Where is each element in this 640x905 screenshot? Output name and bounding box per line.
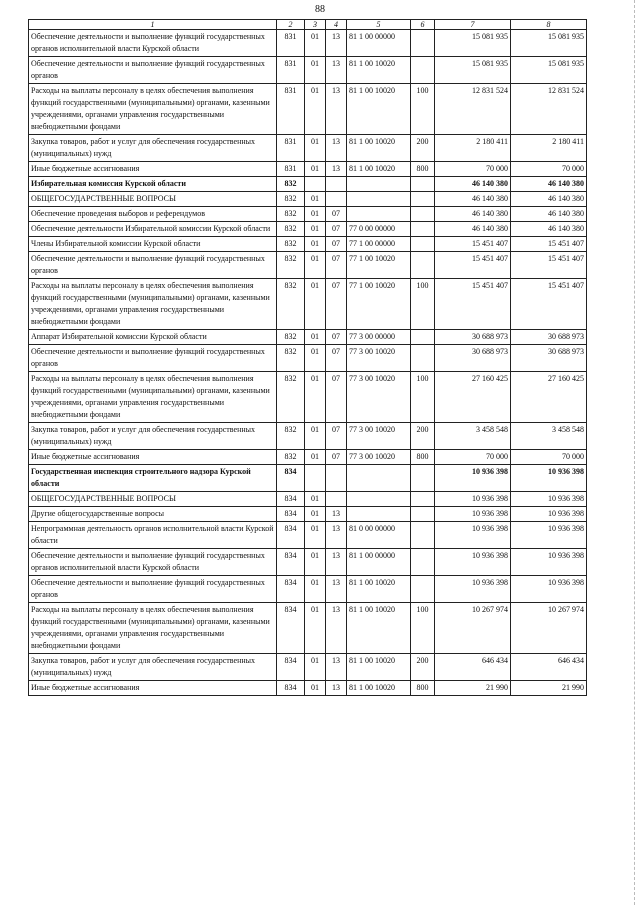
row-expense-type [411,57,435,84]
row-target-code: 81 1 00 10020 [347,603,411,654]
row-subsection-code: 07 [326,222,347,237]
row-amount-col7: 10 936 398 [435,576,511,603]
row-target-code: 81 1 00 00000 [347,549,411,576]
row-name: Государственная инспекция строительного надзора Курской области [29,465,277,492]
row-name: Члены Избирательной комиссии Курской области [29,237,277,252]
table-row [29,522,587,549]
page-number: 88 [315,4,325,15]
row-admin-code: 832 [277,177,305,192]
table-row [29,576,587,603]
row-name: Аппарат Избирательной комиссии Курской области [29,330,277,345]
row-admin-code: 834 [277,681,305,696]
row-admin-code: 834 [277,507,305,522]
row-expense-type: 200 [411,423,435,450]
row-subsection-code: 13 [326,654,347,681]
row-name: Обеспечение деятельности и выполнение функций государственных органов [29,345,277,372]
table-row [29,450,587,465]
row-name: Иные бюджетные ассигнования [29,162,277,177]
row-expense-type [411,252,435,279]
table-row [29,654,587,681]
row-expense-type [411,576,435,603]
row-admin-code: 834 [277,492,305,507]
row-section-code: 01 [305,576,326,603]
row-name: Иные бюджетные ассигнования [29,681,277,696]
table-row [29,84,587,135]
page-edge-line [634,0,636,905]
row-amount-col7: 15 451 407 [435,279,511,330]
row-amount-col7: 46 140 380 [435,192,511,207]
column-header: 4 [326,20,347,30]
row-expense-type: 100 [411,279,435,330]
row-section-code: 01 [305,279,326,330]
row-admin-code: 831 [277,30,305,57]
row-subsection-code: 07 [326,252,347,279]
row-amount-col7: 10 936 398 [435,492,511,507]
row-admin-code: 832 [277,423,305,450]
row-admin-code: 832 [277,207,305,222]
row-target-code: 81 0 00 00000 [347,522,411,549]
row-target-code: 77 1 00 10020 [347,279,411,330]
row-expense-type: 200 [411,135,435,162]
column-header: 3 [305,20,326,30]
row-target-code: 81 1 00 10020 [347,681,411,696]
row-amount-col7: 646 434 [435,654,511,681]
table-row [29,222,587,237]
table-row [29,162,587,177]
row-section-code: 01 [305,372,326,423]
row-name: Другие общегосударственные вопросы [29,507,277,522]
row-amount-col8: 27 160 425 [511,372,587,423]
row-amount-col8: 46 140 380 [511,177,587,192]
row-expense-type [411,222,435,237]
row-target-code: 77 1 00 00000 [347,237,411,252]
row-subsection-code: 13 [326,681,347,696]
row-target-code: 77 0 00 00000 [347,222,411,237]
row-expense-type [411,30,435,57]
row-section-code [305,177,326,192]
table-row [29,57,587,84]
row-amount-col7: 10 267 974 [435,603,511,654]
table-row [29,492,587,507]
row-expense-type [411,492,435,507]
row-section-code: 01 [305,450,326,465]
row-target-code: 81 1 00 10020 [347,57,411,84]
row-subsection-code [326,465,347,492]
row-subsection-code: 13 [326,603,347,654]
row-section-code: 01 [305,603,326,654]
row-amount-col7: 27 160 425 [435,372,511,423]
row-target-code: 81 1 00 10020 [347,162,411,177]
row-expense-type: 200 [411,654,435,681]
row-name: Закупка товаров, работ и услуг для обеспечения государственных (муниципальных) нужд [29,423,277,450]
row-section-code: 01 [305,330,326,345]
row-subsection-code: 07 [326,330,347,345]
row-name: Избирательная комиссия Курской области [29,177,277,192]
row-amount-col8: 2 180 411 [511,135,587,162]
row-expense-type [411,192,435,207]
row-amount-col8: 21 990 [511,681,587,696]
row-admin-code: 832 [277,279,305,330]
row-amount-col8: 10 936 398 [511,576,587,603]
row-section-code: 01 [305,654,326,681]
row-amount-col7: 10 936 398 [435,507,511,522]
column-header: 7 [435,20,511,30]
row-subsection-code: 13 [326,522,347,549]
row-target-code: 81 1 00 10020 [347,84,411,135]
row-admin-code: 834 [277,576,305,603]
row-admin-code: 832 [277,252,305,279]
row-target-code [347,207,411,222]
row-amount-col7: 15 451 407 [435,252,511,279]
row-target-code: 77 3 00 10020 [347,372,411,423]
row-section-code: 01 [305,345,326,372]
table-row [29,135,587,162]
row-amount-col7: 10 936 398 [435,522,511,549]
column-header: 5 [347,20,411,30]
column-header: 2 [277,20,305,30]
table-row [29,423,587,450]
row-amount-col8: 46 140 380 [511,222,587,237]
row-section-code [305,465,326,492]
row-subsection-code: 07 [326,237,347,252]
row-amount-col7: 21 990 [435,681,511,696]
table-row [29,603,587,654]
column-header: 6 [411,20,435,30]
row-expense-type [411,549,435,576]
table-row [29,192,587,207]
row-section-code: 01 [305,522,326,549]
row-target-code [347,507,411,522]
table-row [29,279,587,330]
row-admin-code: 832 [277,330,305,345]
row-target-code: 77 3 00 10020 [347,423,411,450]
row-section-code: 01 [305,207,326,222]
table-row [29,681,587,696]
table-body [29,30,587,696]
row-expense-type [411,522,435,549]
table-row [29,465,587,492]
row-amount-col7: 10 936 398 [435,549,511,576]
row-admin-code: 834 [277,522,305,549]
row-amount-col8: 10 936 398 [511,492,587,507]
row-name: Обеспечение проведения выборов и референдумов [29,207,277,222]
row-section-code: 01 [305,84,326,135]
row-name: Расходы на выплаты персоналу в целях обеспечения выполнения функций государственными (муниципальными) органами, казенными учреждениями, органами управления государственными внебюджетными фондами [29,84,277,135]
row-subsection-code [326,177,347,192]
row-subsection-code: 07 [326,450,347,465]
row-subsection-code: 07 [326,423,347,450]
row-amount-col8: 10 936 398 [511,465,587,492]
table-row [29,252,587,279]
row-amount-col8: 15 451 407 [511,252,587,279]
row-target-code: 77 3 00 10020 [347,345,411,372]
row-section-code: 01 [305,192,326,207]
row-admin-code: 834 [277,465,305,492]
row-section-code: 01 [305,30,326,57]
row-section-code: 01 [305,681,326,696]
row-admin-code: 832 [277,192,305,207]
row-subsection-code: 13 [326,576,347,603]
row-admin-code: 831 [277,57,305,84]
row-amount-col8: 12 831 524 [511,84,587,135]
row-expense-type [411,465,435,492]
row-section-code: 01 [305,162,326,177]
row-amount-col7: 12 831 524 [435,84,511,135]
row-name: Расходы на выплаты персоналу в целях обеспечения выполнения функций государственными (муниципальными) органами, казенными учреждениями, органами управления государственными внебюджетными фондами [29,603,277,654]
row-amount-col8: 10 936 398 [511,507,587,522]
row-section-code: 01 [305,222,326,237]
row-expense-type [411,177,435,192]
row-name: ОБЩЕГОСУДАРСТВЕННЫЕ ВОПРОСЫ [29,192,277,207]
budget-table [28,19,587,696]
row-name: Расходы на выплаты персоналу в целях обеспечения выполнения функций государственными (муниципальными) органами, казенными учреждениями, органами управления государственными внебюджетными фондами [29,279,277,330]
row-admin-code: 831 [277,84,305,135]
row-subsection-code: 07 [326,207,347,222]
row-target-code: 81 1 00 10020 [347,135,411,162]
row-expense-type: 800 [411,450,435,465]
row-target-code [347,192,411,207]
row-amount-col8: 10 267 974 [511,603,587,654]
row-admin-code: 831 [277,135,305,162]
row-amount-col8: 70 000 [511,450,587,465]
row-amount-col7: 15 451 407 [435,237,511,252]
row-section-code: 01 [305,549,326,576]
row-admin-code: 832 [277,450,305,465]
row-subsection-code [326,492,347,507]
row-amount-col8: 10 936 398 [511,549,587,576]
row-admin-code: 832 [277,222,305,237]
row-amount-col8: 3 458 548 [511,423,587,450]
row-amount-col7: 30 688 973 [435,345,511,372]
row-amount-col8: 15 081 935 [511,30,587,57]
row-subsection-code: 13 [326,162,347,177]
row-amount-col8: 46 140 380 [511,207,587,222]
row-amount-col8: 15 081 935 [511,57,587,84]
row-admin-code: 834 [277,549,305,576]
row-expense-type: 100 [411,84,435,135]
row-amount-col7: 70 000 [435,162,511,177]
table-row [29,549,587,576]
row-subsection-code: 13 [326,30,347,57]
row-expense-type: 800 [411,162,435,177]
row-amount-col7: 46 140 380 [435,207,511,222]
row-amount-col8: 30 688 973 [511,345,587,372]
row-name: Непрограммная деятельность органов исполнительной власти Курской области [29,522,277,549]
row-amount-col7: 46 140 380 [435,177,511,192]
table-row [29,237,587,252]
row-target-code [347,465,411,492]
row-expense-type [411,237,435,252]
row-amount-col8: 646 434 [511,654,587,681]
row-expense-type: 100 [411,372,435,423]
row-subsection-code: 07 [326,345,347,372]
row-amount-col7: 2 180 411 [435,135,511,162]
row-amount-col8: 46 140 380 [511,192,587,207]
table-row [29,30,587,57]
row-admin-code: 831 [277,162,305,177]
row-amount-col7: 30 688 973 [435,330,511,345]
row-section-code: 01 [305,252,326,279]
row-target-code: 81 1 00 10020 [347,576,411,603]
row-subsection-code: 07 [326,279,347,330]
row-subsection-code: 13 [326,135,347,162]
row-section-code: 01 [305,492,326,507]
row-name: Обеспечение деятельности Избирательной комиссии Курской области [29,222,277,237]
row-subsection-code: 13 [326,57,347,84]
row-admin-code: 832 [277,372,305,423]
row-amount-col7: 15 081 935 [435,57,511,84]
row-expense-type [411,507,435,522]
table-row [29,207,587,222]
row-amount-col8: 15 451 407 [511,237,587,252]
table-row [29,372,587,423]
row-admin-code: 834 [277,654,305,681]
row-name: Закупка товаров, работ и услуг для обеспечения государственных (муниципальных) нужд [29,135,277,162]
row-target-code [347,177,411,192]
row-subsection-code: 13 [326,549,347,576]
row-amount-col8: 10 936 398 [511,522,587,549]
row-name: Обеспечение деятельности и выполнение функций государственных органов [29,252,277,279]
row-subsection-code [326,192,347,207]
table-row [29,345,587,372]
row-name: Обеспечение деятельности и выполнение функций государственных органов исполнительной власти Курской области [29,30,277,57]
row-amount-col7: 10 936 398 [435,465,511,492]
row-amount-col8: 70 000 [511,162,587,177]
row-expense-type: 800 [411,681,435,696]
row-amount-col8: 15 451 407 [511,279,587,330]
row-target-code [347,492,411,507]
row-section-code: 01 [305,423,326,450]
row-target-code: 77 3 00 10020 [347,450,411,465]
row-name: Иные бюджетные ассигнования [29,450,277,465]
row-section-code: 01 [305,237,326,252]
column-header: 8 [511,20,587,30]
row-target-code: 77 3 00 00000 [347,330,411,345]
row-name: Расходы на выплаты персоналу в целях обеспечения выполнения функций государственными (муниципальными) органами, казенными учреждениями, органами управления государственными внебюджетными фондами [29,372,277,423]
row-target-code: 81 1 00 00000 [347,30,411,57]
row-amount-col8: 30 688 973 [511,330,587,345]
row-amount-col7: 70 000 [435,450,511,465]
row-expense-type [411,345,435,372]
row-expense-type: 100 [411,603,435,654]
row-section-code: 01 [305,135,326,162]
row-target-code: 77 1 00 10020 [347,252,411,279]
row-subsection-code: 13 [326,84,347,135]
row-name: ОБЩЕГОСУДАРСТВЕННЫЕ ВОПРОСЫ [29,492,277,507]
row-expense-type [411,330,435,345]
row-name: Закупка товаров, работ и услуг для обеспечения государственных (муниципальных) нужд [29,654,277,681]
row-amount-col7: 15 081 935 [435,30,511,57]
column-header: 1 [29,20,277,30]
row-subsection-code: 13 [326,507,347,522]
row-admin-code: 834 [277,603,305,654]
row-section-code: 01 [305,57,326,84]
table-row [29,507,587,522]
row-admin-code: 832 [277,345,305,372]
row-target-code: 81 1 00 10020 [347,654,411,681]
row-admin-code: 832 [277,237,305,252]
row-name: Обеспечение деятельности и выполнение функций государственных органов [29,576,277,603]
header-row [29,20,587,30]
table-row [29,330,587,345]
row-amount-col7: 3 458 548 [435,423,511,450]
row-name: Обеспечение деятельности и выполнение функций государственных органов исполнительной власти Курской области [29,549,277,576]
row-name: Обеспечение деятельности и выполнение функций государственных органов [29,57,277,84]
row-subsection-code: 07 [326,372,347,423]
row-section-code: 01 [305,507,326,522]
table-row [29,177,587,192]
row-amount-col7: 46 140 380 [435,222,511,237]
row-expense-type [411,207,435,222]
